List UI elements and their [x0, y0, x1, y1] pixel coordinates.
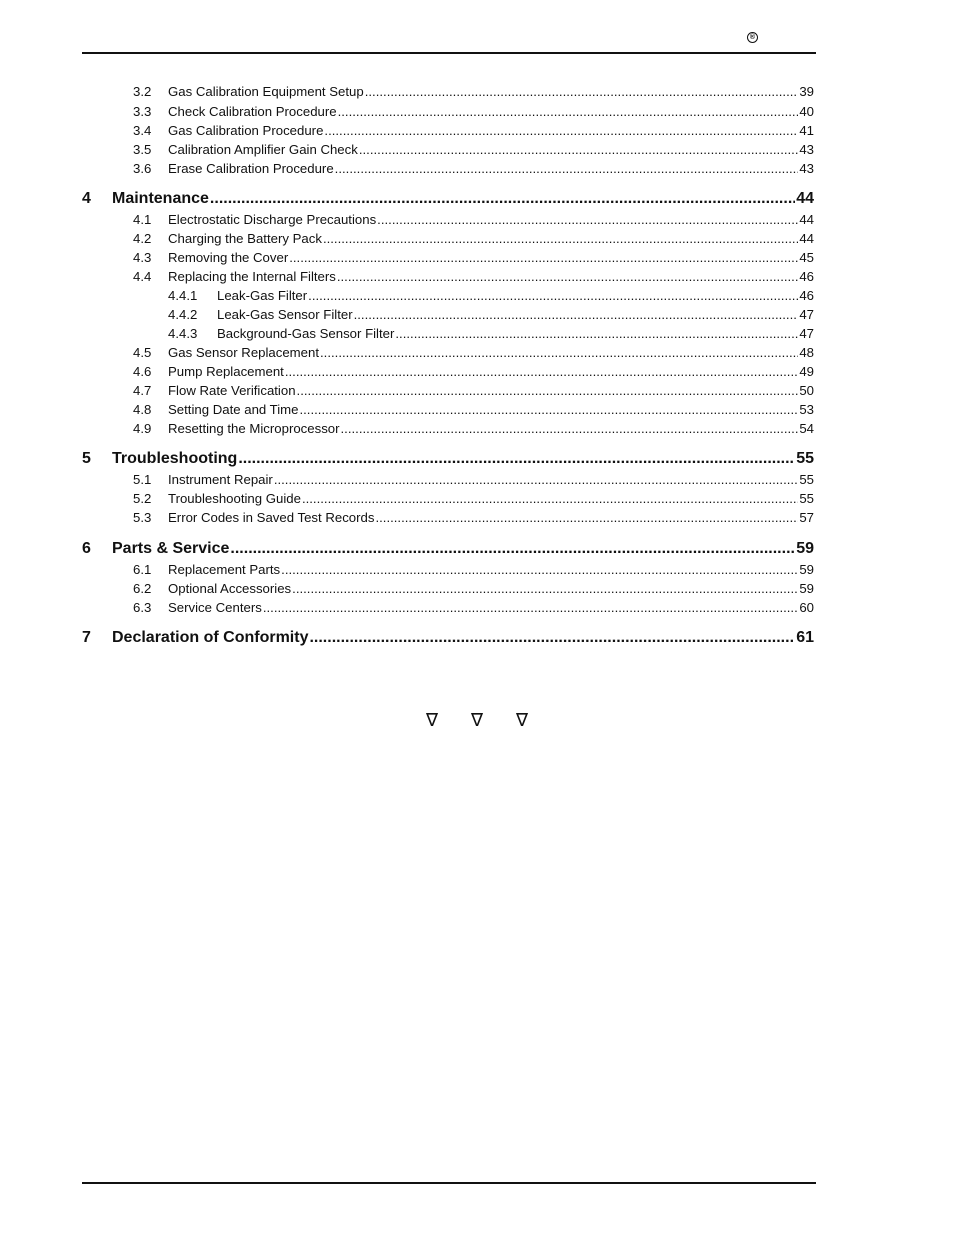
toc-leader-dots [320, 345, 798, 360]
toc-entry-number: 4.4.1 [168, 288, 198, 303]
toc-entry-number: 7 [82, 629, 91, 646]
toc-entry-page: 44 [796, 190, 814, 207]
toc-entry-title: Removing the Cover [168, 250, 289, 265]
toc-entry-page: 41 [799, 123, 814, 138]
toc-section-entry[interactable] [82, 161, 814, 176]
toc-entry-page: 55 [796, 450, 814, 467]
toc-entry-number: 3.2 [133, 84, 152, 99]
toc-entry-number: 4.4.3 [168, 326, 198, 341]
toc-entry-title: Declaration of Conformity [112, 629, 309, 646]
toc-entry-title: Gas Sensor Replacement [168, 345, 319, 360]
toc-entry-page: 44 [799, 212, 814, 227]
toc-entry-title: Troubleshooting [112, 450, 238, 467]
toc-entry-number: 4.4.2 [168, 307, 198, 322]
toc-entry-page: 59 [799, 562, 814, 577]
toc-section-entry[interactable] [82, 364, 814, 379]
toc-section-entry[interactable] [82, 326, 814, 341]
toc-entry-title: Replacement Parts [168, 562, 281, 577]
toc-section-entry[interactable] [82, 402, 814, 417]
toc-entry-page: 60 [799, 600, 814, 615]
toc-leader-dots [395, 326, 798, 341]
toc-entry-number: 4.5 [133, 345, 152, 360]
toc-entry-number: 3.6 [133, 161, 152, 176]
toc-leader-dots [338, 104, 799, 119]
toc-section-entry[interactable] [82, 345, 814, 360]
toc-section-entry[interactable] [82, 383, 814, 398]
toc-chapter-entry[interactable] [82, 190, 814, 208]
toc-entry-title: Erase Calibration Procedure [168, 161, 334, 176]
toc-entry-number: 4.6 [133, 364, 152, 379]
toc-entry-page: 59 [796, 540, 814, 557]
toc-leader-dots [341, 421, 799, 436]
toc-leader-dots [230, 540, 795, 558]
toc-leader-dots [309, 629, 795, 647]
toc-entry-title: Parts & Service [112, 540, 230, 557]
toc-leader-dots [263, 600, 799, 615]
toc-entry-title: Resetting the Microprocessor [168, 421, 340, 436]
toc-entry-page: 45 [799, 250, 814, 265]
toc-entry-page: 54 [799, 421, 814, 436]
toc-entry-page: 55 [799, 491, 814, 506]
toc-section-entry[interactable] [82, 562, 814, 577]
toc-section-entry[interactable] [82, 123, 814, 138]
toc-entry-page: 57 [799, 510, 814, 525]
toc-entry-title: Troubleshooting Guide [168, 491, 301, 506]
toc-leader-dots [274, 472, 799, 487]
toc-entry-title: Electrostatic Discharge Precautions [168, 212, 377, 227]
toc-entry-title: Background-Gas Sensor Filter [217, 326, 395, 341]
toc-chapter-entry[interactable] [82, 450, 814, 468]
toc-leader-dots [324, 123, 798, 138]
toc-entry-page: 39 [799, 84, 814, 99]
toc-section-entry[interactable] [82, 581, 814, 596]
toc-entry-number: 3.4 [133, 123, 152, 138]
toc-entry-title: Service Centers [168, 600, 262, 615]
toc-leader-dots [292, 581, 798, 596]
toc-entry-page: 48 [799, 345, 814, 360]
toc-entry-number: 3.3 [133, 104, 152, 119]
toc-entry-page: 43 [799, 142, 814, 157]
toc-entry-title: Calibration Amplifier Gain Check [168, 142, 358, 157]
toc-entry-number: 6.1 [133, 562, 152, 577]
toc-entry-title: Error Codes in Saved Test Records [168, 510, 375, 525]
toc-entry-page: 43 [799, 161, 814, 176]
toc-entry-number: 5.1 [133, 472, 152, 487]
toc-entry-title: Leak-Gas Filter [217, 288, 308, 303]
toc-entry-page: 46 [799, 269, 814, 284]
toc-entry-page: 40 [799, 104, 814, 119]
toc-entry-title: Gas Calibration Procedure [168, 123, 324, 138]
toc-entry-number: 4.1 [133, 212, 152, 227]
toc-leader-dots [377, 212, 798, 227]
toc-leader-dots [337, 269, 798, 284]
toc-entry-number: 4.3 [133, 250, 152, 265]
toc-entry-number: 4.7 [133, 383, 152, 398]
toc-entry-title: Optional Accessories [168, 581, 292, 596]
toc-entry-number: 5.2 [133, 491, 152, 506]
toc-entry-page: 49 [799, 364, 814, 379]
toc-section-entry[interactable] [82, 600, 814, 615]
toc-leader-dots [210, 190, 795, 208]
toc-entry-title: Charging the Battery Pack [168, 231, 322, 246]
toc-chapter-entry[interactable] [82, 629, 814, 647]
toc-entry-number: 4.2 [133, 231, 152, 246]
toc-entry-title: Flow Rate Verification [168, 383, 296, 398]
toc-entry-number: 4 [82, 190, 91, 207]
toc-entry-number: 6.3 [133, 600, 152, 615]
toc-leader-dots [302, 491, 798, 506]
toc-leader-dots [238, 450, 795, 468]
toc-section-entry[interactable] [82, 307, 814, 322]
footer-rule [82, 1182, 816, 1184]
toc-chapter-entry[interactable] [82, 540, 814, 558]
toc-section-entry[interactable] [82, 472, 814, 487]
toc-entry-number: 4.9 [133, 421, 152, 436]
toc-entry-number: 6.2 [133, 581, 152, 596]
toc-entry-page: 47 [799, 326, 814, 341]
toc-entry-page: 46 [799, 288, 814, 303]
toc-entry-number: 4.4 [133, 269, 152, 284]
toc-section-entry[interactable] [82, 421, 814, 436]
toc-leader-dots [354, 307, 799, 322]
toc-entry-number: 5.3 [133, 510, 152, 525]
toc-entry-title: Maintenance [112, 190, 209, 207]
toc-entry-page: 61 [796, 629, 814, 646]
toc-entry-title: Pump Replacement [168, 364, 284, 379]
toc-leader-dots [289, 250, 798, 265]
toc-section-entry[interactable] [82, 231, 814, 246]
toc-entry-page: 44 [799, 231, 814, 246]
toc-entry-title: Check Calibration Procedure [168, 104, 337, 119]
toc-entry-page: 55 [799, 472, 814, 487]
toc-entry-page: 59 [799, 581, 814, 596]
toc-entry-page: 50 [799, 383, 814, 398]
toc-leader-dots [308, 288, 798, 303]
toc-leader-dots [281, 562, 798, 577]
toc-leader-dots [297, 383, 799, 398]
toc-entry-title: Setting Date and Time [168, 402, 299, 417]
header-rule [82, 52, 816, 54]
toc-leader-dots [359, 142, 798, 157]
toc-entry-number: 3.5 [133, 142, 152, 157]
toc-leader-dots [375, 510, 798, 525]
toc-entry-title: Replacing the Internal Filters [168, 269, 336, 284]
registered-mark: ® [747, 32, 758, 43]
toc-section-entry[interactable] [82, 104, 814, 119]
toc-leader-dots [285, 364, 799, 379]
toc-leader-dots [365, 84, 799, 99]
toc-entry-title: Gas Calibration Equipment Setup [168, 84, 364, 99]
toc-section-entry[interactable] [82, 269, 814, 284]
end-of-section-mark: ∇ ∇ ∇ [425, 710, 543, 730]
toc-entry-page: 53 [799, 402, 814, 417]
toc-section-entry[interactable] [82, 288, 814, 303]
toc-leader-dots [335, 161, 799, 176]
toc-entry-page: 47 [799, 307, 814, 322]
toc-section-entry[interactable] [82, 84, 814, 99]
toc-entry-number: 5 [82, 450, 91, 467]
toc-entry-number: 4.8 [133, 402, 152, 417]
toc-section-entry[interactable] [82, 491, 814, 506]
toc-section-entry[interactable] [82, 510, 814, 525]
toc-section-entry[interactable] [82, 250, 814, 265]
toc-leader-dots [323, 231, 798, 246]
toc-entry-title: Instrument Repair [168, 472, 273, 487]
toc-entry-title: Leak-Gas Sensor Filter [217, 307, 353, 322]
toc-entry-number: 6 [82, 540, 91, 557]
toc-leader-dots [299, 402, 798, 417]
toc-section-entry[interactable] [82, 142, 814, 157]
toc-section-entry[interactable] [82, 212, 814, 227]
